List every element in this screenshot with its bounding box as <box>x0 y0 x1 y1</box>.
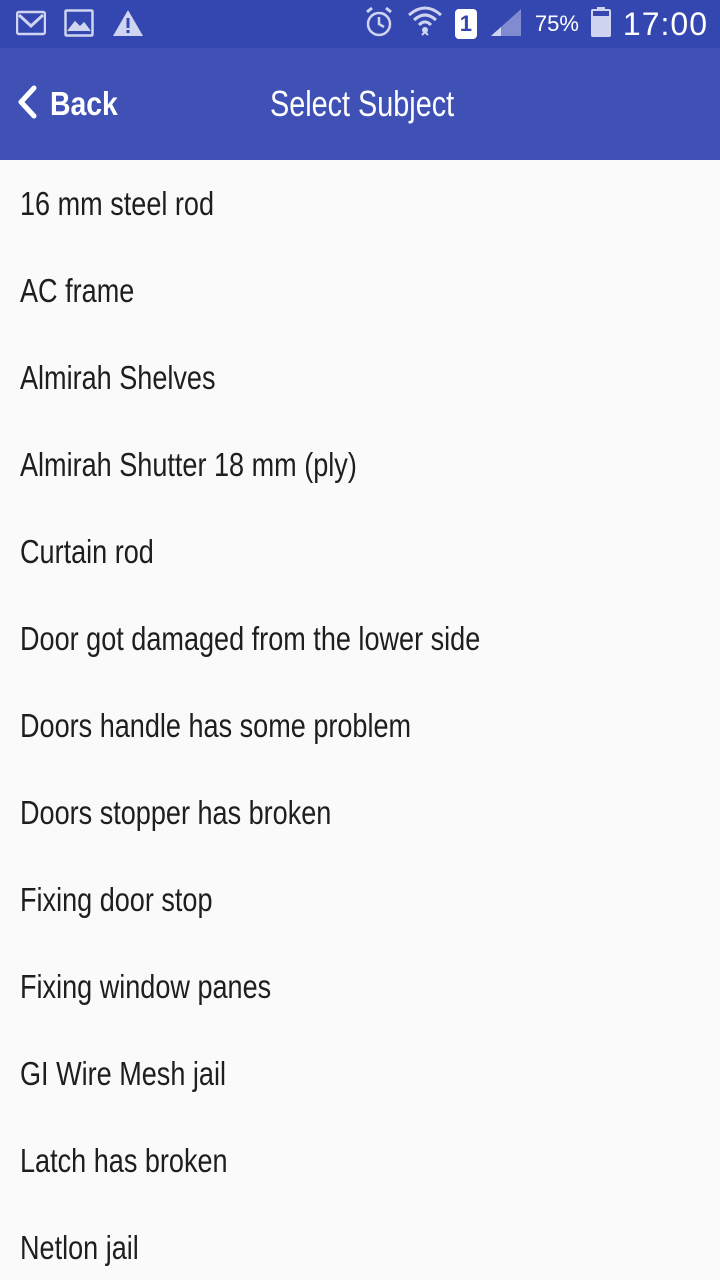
subject-label: Almirah Shutter 18 mm (ply) <box>20 445 357 483</box>
subject-label: Curtain rod <box>20 532 154 570</box>
status-notifications <box>16 8 144 42</box>
subject-label: 16 mm steel rod <box>20 184 215 222</box>
subject-item-door-stopper-broken[interactable] <box>0 769 720 856</box>
subject-label: AC frame <box>20 271 135 309</box>
gallery-icon <box>64 9 94 41</box>
subject-label: Fixing door stop <box>20 880 213 918</box>
subject-item-netlon-jail[interactable] <box>0 1204 720 1280</box>
chevron-left-icon <box>16 85 38 123</box>
status-bar <box>0 0 720 48</box>
subject-item-ac-frame[interactable] <box>0 247 720 334</box>
page-title: Select Subject <box>270 83 455 124</box>
subject-label: Latch has broken <box>20 1141 228 1179</box>
wifi-icon <box>407 5 443 43</box>
subject-label: Fixing window panes <box>20 967 272 1005</box>
battery-percent: 75% <box>534 11 579 36</box>
back-button[interactable] <box>16 78 129 130</box>
subject-item-fixing-window-panes[interactable] <box>0 943 720 1030</box>
subject-item-almirah-shutter[interactable] <box>0 421 720 508</box>
subject-label: Doors stopper has broken <box>20 793 332 831</box>
subject-item-gi-wire-mesh-jail[interactable] <box>0 1030 720 1117</box>
subject-label: Netlon jail <box>20 1228 139 1266</box>
subject-item-door-damaged-lower-side[interactable] <box>0 595 720 682</box>
subject-label: Door got damaged from the lower side <box>20 619 481 657</box>
signal-icon <box>489 7 523 41</box>
gmail-icon <box>16 10 46 40</box>
subject-item-door-handle-problem[interactable] <box>0 682 720 769</box>
subject-item-fixing-door-stop[interactable] <box>0 856 720 943</box>
sim-slot-badge: 1 <box>455 9 477 39</box>
app-bar <box>0 48 720 160</box>
subject-item-16mm-steel-rod[interactable] <box>0 160 720 247</box>
subject-item-almirah-shelves[interactable] <box>0 334 720 421</box>
subject-label: Doors handle has some problem <box>20 706 412 744</box>
status-system <box>363 6 708 42</box>
subject-label: Almirah Shelves <box>20 358 216 396</box>
subject-list <box>0 160 720 1280</box>
subject-item-curtain-rod[interactable] <box>0 508 720 595</box>
battery-icon <box>591 7 611 41</box>
warning-icon <box>112 9 144 41</box>
status-clock: 17:00 <box>622 5 708 42</box>
alarm-icon <box>363 6 395 42</box>
subject-item-latch-broken[interactable] <box>0 1117 720 1204</box>
subject-label: GI Wire Mesh jail <box>20 1054 226 1092</box>
back-label: Back <box>50 85 118 122</box>
